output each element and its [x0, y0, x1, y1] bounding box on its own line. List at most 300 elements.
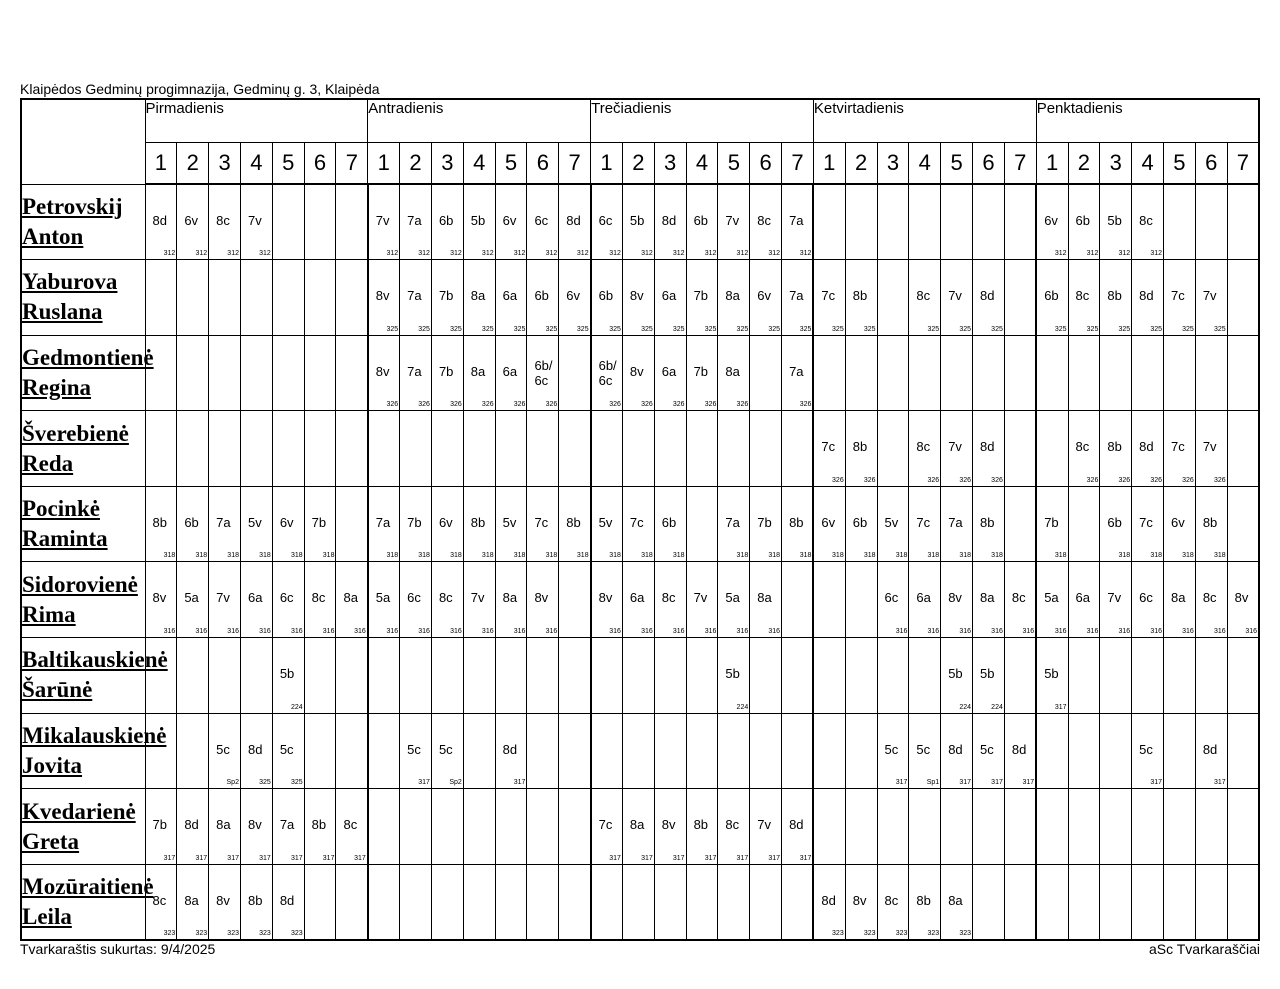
- class-label: 7b: [407, 514, 422, 530]
- room-label: 224: [736, 703, 749, 711]
- lesson-cell[interactable]: [145, 486, 177, 562]
- lesson-cell[interactable]: [209, 184, 241, 260]
- lesson-cell[interactable]: [177, 864, 209, 940]
- lesson-cell[interactable]: [145, 184, 177, 260]
- timetable: [20, 98, 1260, 941]
- lesson-cell[interactable]: [750, 184, 782, 260]
- lesson-cell[interactable]: [527, 184, 559, 260]
- lesson-cell[interactable]: [304, 562, 336, 638]
- lesson-cell[interactable]: [941, 638, 973, 714]
- class-label: 7v: [1202, 288, 1217, 304]
- lesson-cell[interactable]: [909, 864, 941, 940]
- lesson-cell[interactable]: [1068, 411, 1100, 487]
- lesson-cell[interactable]: [368, 260, 400, 336]
- class-label: 7a: [948, 514, 963, 530]
- lesson-cell[interactable]: [750, 486, 782, 562]
- class-label: 8b: [693, 817, 709, 833]
- lesson-cell[interactable]: [973, 411, 1005, 487]
- room-label: 312: [1118, 250, 1131, 258]
- lesson-cell[interactable]: [272, 638, 304, 714]
- lesson-cell: [559, 562, 591, 638]
- teacher-name[interactable]: Gedmontienė Regina: [22, 344, 154, 400]
- lesson-cell[interactable]: [1100, 411, 1132, 487]
- lesson-cell[interactable]: [527, 335, 559, 411]
- lesson-cell[interactable]: [177, 486, 209, 562]
- class-label: 7v: [470, 590, 485, 606]
- class-label: 8c: [725, 817, 740, 833]
- lesson-cell[interactable]: [750, 789, 782, 865]
- lesson-cell[interactable]: [622, 789, 654, 865]
- lesson-cell[interactable]: [1164, 562, 1196, 638]
- class-label: 8v: [661, 817, 676, 833]
- lesson-cell[interactable]: [813, 486, 845, 562]
- lesson-cell: [654, 713, 686, 789]
- room-label: 317: [290, 854, 303, 862]
- lesson-cell[interactable]: [1132, 486, 1164, 562]
- lesson-cell[interactable]: [145, 789, 177, 865]
- lesson-cell[interactable]: [909, 486, 941, 562]
- lesson-cell[interactable]: [240, 562, 272, 638]
- class-label: 7a: [789, 288, 804, 304]
- teacher-name[interactable]: Kvedarienė Greta: [22, 798, 136, 854]
- lesson-cell[interactable]: [177, 562, 209, 638]
- lesson-cell[interactable]: [718, 789, 750, 865]
- lesson-cell[interactable]: [591, 486, 623, 562]
- lesson-cell[interactable]: [845, 260, 877, 336]
- lesson-cell[interactable]: [1036, 184, 1068, 260]
- lesson-cell[interactable]: [495, 335, 527, 411]
- room-label: 325: [1086, 325, 1099, 333]
- lesson-cell[interactable]: [368, 335, 400, 411]
- lesson-cell: [304, 713, 336, 789]
- lesson-cell[interactable]: [463, 184, 495, 260]
- class-label: 7c: [821, 288, 836, 304]
- lesson-cell: [336, 638, 368, 714]
- room-label: 316: [1022, 628, 1035, 636]
- lesson-cell[interactable]: [431, 260, 463, 336]
- lesson-cell[interactable]: [654, 184, 686, 260]
- class-label: 8a: [629, 817, 645, 833]
- lesson-cell[interactable]: [622, 184, 654, 260]
- lesson-cell[interactable]: [209, 789, 241, 865]
- class-label: 8a: [1171, 590, 1186, 606]
- lesson-cell: [304, 411, 336, 487]
- room-label: 326: [927, 476, 940, 484]
- lesson-cell[interactable]: [1132, 184, 1164, 260]
- lesson-cell[interactable]: [750, 562, 782, 638]
- room-label: 326: [704, 401, 717, 409]
- lesson-cell[interactable]: [654, 335, 686, 411]
- room-label: Sp1: [926, 779, 940, 787]
- lesson-cell[interactable]: [877, 562, 909, 638]
- lesson-cell[interactable]: [559, 260, 591, 336]
- lesson-cell[interactable]: [1100, 184, 1132, 260]
- lesson-cell[interactable]: [1036, 638, 1068, 714]
- teacher-name[interactable]: Yaburova Ruslana: [22, 269, 118, 325]
- lesson-cell[interactable]: [591, 184, 623, 260]
- room-label: 325: [959, 325, 972, 333]
- lesson-cell[interactable]: [240, 864, 272, 940]
- room-label: 317: [259, 854, 271, 862]
- lesson-cell: [845, 335, 877, 411]
- room-label: 326: [386, 401, 399, 409]
- room-label: 325: [609, 325, 621, 333]
- lesson-cell[interactable]: [941, 260, 973, 336]
- lesson-cell: [813, 713, 845, 789]
- class-label: 8a: [725, 363, 740, 379]
- lesson-cell[interactable]: [1100, 562, 1132, 638]
- lesson-cell[interactable]: [145, 562, 177, 638]
- class-label: 7b: [152, 817, 167, 833]
- lesson-cell[interactable]: [463, 486, 495, 562]
- lesson-cell[interactable]: [240, 486, 272, 562]
- lesson-cell[interactable]: [941, 713, 973, 789]
- room-label: 312: [704, 250, 717, 258]
- room-label: 312: [481, 250, 494, 258]
- room-label: 318: [1150, 552, 1162, 560]
- generator-credit: aSc Tvarkaraščiai: [1148, 941, 1260, 957]
- room-label: 325: [991, 325, 1003, 333]
- lesson-cell[interactable]: [1227, 562, 1259, 638]
- room-label: 317: [195, 854, 208, 862]
- lesson-cell: [813, 638, 845, 714]
- period-number: 5: [495, 142, 527, 184]
- lesson-cell[interactable]: [209, 562, 241, 638]
- class-label: 8d: [279, 892, 295, 908]
- class-label: 6b: [661, 514, 677, 530]
- lesson-cell[interactable]: [845, 411, 877, 487]
- lesson-cell[interactable]: [622, 335, 654, 411]
- room-label: 312: [450, 250, 462, 258]
- lesson-cell[interactable]: [1132, 713, 1164, 789]
- lesson-cell[interactable]: [686, 184, 718, 260]
- lesson-cell: [240, 411, 272, 487]
- teacher-name[interactable]: Baltikauskienė Šarūnė: [22, 647, 168, 703]
- lesson-cell[interactable]: [718, 486, 750, 562]
- lesson-cell[interactable]: [591, 260, 623, 336]
- lesson-cell: [145, 335, 177, 411]
- lesson-cell[interactable]: [686, 260, 718, 336]
- lesson-cell: [1100, 638, 1132, 714]
- lesson-cell: [209, 411, 241, 487]
- class-label: 5c: [980, 741, 994, 757]
- lesson-cell: [1132, 789, 1164, 865]
- lesson-cell: [177, 411, 209, 487]
- lesson-cell[interactable]: [400, 713, 432, 789]
- lesson-cell: [304, 260, 336, 336]
- period-number: 1: [1036, 142, 1068, 184]
- lesson-cell[interactable]: [654, 789, 686, 865]
- lesson-cell[interactable]: [463, 562, 495, 638]
- lesson-cell[interactable]: [1100, 486, 1132, 562]
- teacher-name[interactable]: Petrovskij Anton: [22, 193, 123, 249]
- class-label: 7v: [948, 288, 962, 304]
- lesson-cell[interactable]: [877, 713, 909, 789]
- lesson-cell[interactable]: [973, 562, 1005, 638]
- period-number: 3: [877, 142, 909, 184]
- period-number: 7: [336, 142, 368, 184]
- lesson-cell: [750, 335, 782, 411]
- lesson-cell[interactable]: [718, 260, 750, 336]
- class-label: 6a: [916, 590, 931, 606]
- lesson-cell[interactable]: [845, 486, 877, 562]
- lesson-cell[interactable]: [145, 864, 177, 940]
- class-label: 5c: [407, 741, 421, 757]
- lesson-cell[interactable]: [527, 486, 559, 562]
- lesson-cell[interactable]: [368, 562, 400, 638]
- lesson-cell[interactable]: [527, 562, 559, 638]
- lesson-cell: [877, 789, 909, 865]
- lesson-cell[interactable]: [495, 260, 527, 336]
- teacher-name[interactable]: Mikalauskienė Jovita: [22, 722, 167, 778]
- lesson-cell[interactable]: [400, 260, 432, 336]
- lesson-cell[interactable]: [845, 864, 877, 940]
- class-label: 6a: [502, 363, 518, 379]
- teacher-name[interactable]: Šverebienė Reda: [22, 420, 129, 476]
- room-label: 318: [832, 552, 844, 560]
- lesson-cell[interactable]: [209, 713, 241, 789]
- room-label: 317: [354, 854, 366, 862]
- lesson-cell[interactable]: [782, 486, 814, 562]
- lesson-cell[interactable]: [400, 486, 432, 562]
- lesson-cell: [272, 260, 304, 336]
- room-label: 323: [863, 929, 876, 937]
- class-label: 6c: [534, 213, 549, 228]
- lesson-cell[interactable]: [877, 864, 909, 940]
- lesson-cell[interactable]: [1132, 562, 1164, 638]
- teacher-name-cell: [21, 713, 167, 789]
- room-label: 312: [513, 250, 526, 258]
- lesson-cell[interactable]: [1004, 562, 1036, 638]
- room-label: 325: [799, 325, 812, 333]
- class-label: 6c: [884, 590, 899, 606]
- room-label: 224: [290, 703, 303, 711]
- room-label: 326: [1182, 476, 1194, 484]
- lesson-cell[interactable]: [463, 260, 495, 336]
- lesson-cell[interactable]: [527, 260, 559, 336]
- lesson-cell[interactable]: [400, 562, 432, 638]
- lesson-cell[interactable]: [1164, 260, 1196, 336]
- lesson-cell[interactable]: [495, 184, 527, 260]
- lesson-cell: [559, 713, 591, 789]
- lesson-cell[interactable]: [973, 713, 1005, 789]
- class-label: 5v: [884, 514, 899, 530]
- lesson-cell[interactable]: [272, 789, 304, 865]
- lesson-cell[interactable]: [654, 486, 686, 562]
- lesson-cell[interactable]: [909, 562, 941, 638]
- lesson-cell[interactable]: [1036, 260, 1068, 336]
- lesson-cell[interactable]: [941, 562, 973, 638]
- lesson-cell[interactable]: [973, 486, 1005, 562]
- lesson-cell[interactable]: [431, 713, 463, 789]
- room-label: 318: [895, 552, 908, 560]
- lesson-cell[interactable]: [240, 184, 272, 260]
- teacher-name[interactable]: Sidorovienė Rima: [22, 571, 138, 627]
- room-label: 318: [386, 552, 399, 560]
- lesson-cell[interactable]: [686, 789, 718, 865]
- room-label: 325: [1213, 325, 1226, 333]
- lesson-cell[interactable]: [1164, 486, 1196, 562]
- lesson-cell[interactable]: [718, 184, 750, 260]
- lesson-cell[interactable]: [1068, 184, 1100, 260]
- lesson-cell: [813, 562, 845, 638]
- lesson-cell[interactable]: [909, 411, 941, 487]
- lesson-cell[interactable]: [368, 184, 400, 260]
- lesson-cell[interactable]: [718, 562, 750, 638]
- lesson-cell[interactable]: [272, 486, 304, 562]
- lesson-cell[interactable]: [272, 864, 304, 940]
- room-label: 316: [386, 628, 399, 636]
- lesson-cell[interactable]: [591, 789, 623, 865]
- class-label: 8a: [343, 590, 358, 606]
- period-number: 6: [973, 142, 1005, 184]
- period-number: 6: [750, 142, 782, 184]
- lesson-cell[interactable]: [559, 184, 591, 260]
- class-label: 5b: [279, 666, 295, 682]
- lesson-cell[interactable]: [400, 335, 432, 411]
- lesson-cell[interactable]: [1132, 411, 1164, 487]
- teacher-name[interactable]: Pocinkė Raminta: [22, 496, 108, 552]
- room-label: 318: [163, 552, 176, 560]
- lesson-cell[interactable]: [877, 486, 909, 562]
- lesson-cell[interactable]: [782, 260, 814, 336]
- lesson-cell[interactable]: [782, 789, 814, 865]
- lesson-cell[interactable]: [495, 486, 527, 562]
- class-label: 8d: [948, 741, 963, 757]
- lesson-cell: [1068, 486, 1100, 562]
- lesson-cell[interactable]: [1195, 486, 1227, 562]
- room-label: 325: [513, 325, 526, 333]
- lesson-cell[interactable]: [941, 411, 973, 487]
- class-label: 8c: [152, 892, 167, 908]
- lesson-cell[interactable]: [209, 486, 241, 562]
- lesson-cell[interactable]: [813, 411, 845, 487]
- lesson-cell[interactable]: [272, 562, 304, 638]
- class-label: 8a: [470, 363, 486, 379]
- lesson-cell[interactable]: [1195, 411, 1227, 487]
- lesson-cell[interactable]: [909, 260, 941, 336]
- lesson-cell[interactable]: [495, 713, 527, 789]
- lesson-cell[interactable]: [591, 562, 623, 638]
- class-label: 8d: [152, 213, 167, 228]
- room-label: 325: [1150, 325, 1162, 333]
- lesson-cell[interactable]: [654, 562, 686, 638]
- lesson-cell[interactable]: [559, 486, 591, 562]
- lesson-cell[interactable]: [336, 562, 368, 638]
- room-label: 317: [959, 779, 972, 787]
- lesson-cell[interactable]: [750, 260, 782, 336]
- period-number: 5: [718, 142, 750, 184]
- lesson-cell[interactable]: [1004, 713, 1036, 789]
- lesson-cell[interactable]: [1036, 486, 1068, 562]
- lesson-cell: [209, 335, 241, 411]
- lesson-cell[interactable]: [431, 335, 463, 411]
- lesson-cell[interactable]: [272, 713, 304, 789]
- lesson-cell[interactable]: [622, 260, 654, 336]
- class-label: 6v: [184, 213, 199, 228]
- room-label: 325: [641, 325, 653, 333]
- class-label: 6c: [407, 590, 421, 606]
- lesson-cell: [1004, 335, 1036, 411]
- lesson-cell[interactable]: [1068, 562, 1100, 638]
- teacher-name[interactable]: Mozūraitienė Leila: [22, 873, 154, 929]
- lesson-cell[interactable]: [336, 789, 368, 865]
- room-label: 317: [736, 854, 749, 862]
- lesson-cell: [1100, 713, 1132, 789]
- lesson-cell: [1164, 638, 1196, 714]
- lesson-cell[interactable]: [909, 713, 941, 789]
- lesson-cell[interactable]: [718, 335, 750, 411]
- lesson-cell[interactable]: [622, 486, 654, 562]
- lesson-cell[interactable]: [686, 335, 718, 411]
- lesson-cell[interactable]: [941, 864, 973, 940]
- period-number: 4: [463, 142, 495, 184]
- room-label: 316: [1150, 628, 1162, 636]
- lesson-cell[interactable]: [1195, 562, 1227, 638]
- lesson-cell[interactable]: [1164, 411, 1196, 487]
- lesson-cell[interactable]: [1068, 260, 1100, 336]
- class-label: 6a: [661, 363, 677, 379]
- lesson-cell[interactable]: [782, 335, 814, 411]
- lesson-cell[interactable]: [1195, 713, 1227, 789]
- room-label: 318: [513, 552, 526, 560]
- lesson-cell[interactable]: [654, 260, 686, 336]
- class-label: 7b: [693, 288, 709, 304]
- lesson-cell[interactable]: [622, 562, 654, 638]
- lesson-cell[interactable]: [177, 184, 209, 260]
- lesson-cell[interactable]: [431, 562, 463, 638]
- lesson-cell[interactable]: [209, 864, 241, 940]
- lesson-cell[interactable]: [1132, 260, 1164, 336]
- lesson-cell[interactable]: [177, 789, 209, 865]
- lesson-cell[interactable]: [240, 713, 272, 789]
- lesson-cell[interactable]: [1100, 260, 1132, 336]
- lesson-cell[interactable]: [400, 184, 432, 260]
- lesson-cell[interactable]: [973, 638, 1005, 714]
- lesson-cell[interactable]: [240, 789, 272, 865]
- class-label: 8c: [757, 213, 771, 228]
- lesson-cell[interactable]: [1195, 260, 1227, 336]
- lesson-cell[interactable]: [941, 486, 973, 562]
- lesson-cell[interactable]: [686, 562, 718, 638]
- lesson-cell[interactable]: [591, 335, 623, 411]
- lesson-cell: [272, 411, 304, 487]
- lesson-cell[interactable]: [431, 184, 463, 260]
- lesson-cell[interactable]: [431, 486, 463, 562]
- lesson-cell[interactable]: [782, 184, 814, 260]
- lesson-cell: [431, 638, 463, 714]
- room-label: 325: [832, 325, 844, 333]
- class-label: 6v: [566, 288, 580, 304]
- class-label: 6v: [502, 213, 517, 228]
- room-label: 312: [1086, 250, 1099, 258]
- lesson-cell[interactable]: [304, 789, 336, 865]
- lesson-cell[interactable]: [1036, 562, 1068, 638]
- lesson-cell[interactable]: [973, 260, 1005, 336]
- lesson-cell: [240, 260, 272, 336]
- lesson-cell[interactable]: [718, 638, 750, 714]
- lesson-cell[interactable]: [304, 486, 336, 562]
- lesson-cell[interactable]: [463, 335, 495, 411]
- lesson-cell[interactable]: [495, 562, 527, 638]
- period-number: 2: [622, 142, 654, 184]
- room-label: 317: [1150, 779, 1162, 787]
- room-label: 316: [322, 628, 335, 636]
- lesson-cell[interactable]: [813, 864, 845, 940]
- lesson-cell[interactable]: [813, 260, 845, 336]
- class-label: 8c: [216, 213, 230, 228]
- lesson-cell[interactable]: [368, 486, 400, 562]
